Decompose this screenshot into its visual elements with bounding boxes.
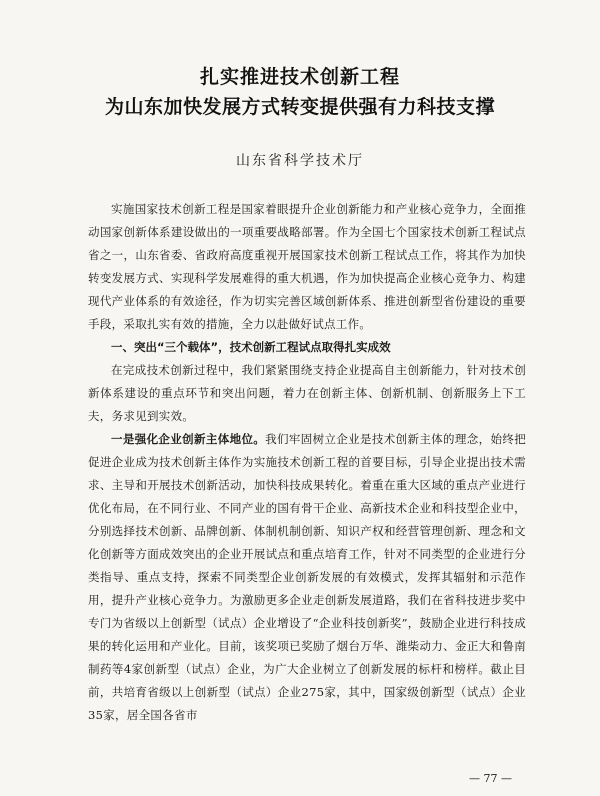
- author: 山东省科学技术厅: [236, 153, 364, 169]
- paragraph-3-text: 我们牢固树立企业是技术创新主体的理念，始终把促进企业成为技术创新主体作为实施技术创新工程的首要目标，引导企业提出技术需求、主导和开展技术创新活动，加快科技成果转化。着重在重大区域的重点产业进行优化布局，在不同行业、不同产业的国有骨干企业、高新技术企业和科技型企业中，分别选择技术创新、品牌创新、体制机制创新、知识产权和经营管理创新、理念和文化创新等方面成效突出的企业开展试点和重点培育工作，针对不同类型的企业进行分类指导、重点支持，探索不同类型企业创新发展的有效模式，发挥其辐射和示范作用，提升产业核心竞争力。为激励更多企业走创新发展道路，我们在省科技进步奖中专门为省级以上创新型（试点）企业增设了“企业科技创新奖”，鼓励企业进行科技成果的转化运用和产业化。目前，该奖项已奖励了烟台万华、潍柴动力、金正大和鲁南制药等4家创新型（试点）企业，为广大企业树立了创新发展的标杆和榜样。截止目前，共培育省级以上创新型（试点）企业275家，其中，国家级创新型（试点）企业35家，居全国各省市: [88, 432, 526, 722]
- paragraph-3-lead: 一是强化企业创新主体地位。: [111, 432, 266, 446]
- body-text: [88, 198, 526, 727]
- paragraph-intro: 实施国家技术创新工程是国家着眼提升企业创新能力和产业核心竞争力，全面推动国家创新体系建设做出的一项重要战略部署。作为全国七个国家技术创新工程试点省之一，山东省委、省政府高度重视开展国家技术创新工程试点工作，将其作为加快转变发展方式、实现科学发展难得的重大机遇，作为加快提高企业核心竞争力、构建现代产业体系的有效途径，作为切实完善区域创新体系、推进创新型省份建设的重要手段，采取扎实有效的措施，全力以赴做好试点工作。: [88, 202, 526, 331]
- paragraph-2: 在完成技术创新过程中，我们紧紧围绕支持企业提高自主创新能力，针对技术创新体系建设的重点环节和突出问题，着力在创新主体、创新机制、创新服务上下工夫，务求见到实效。: [88, 363, 526, 423]
- title-line-1: 扎实推进技术创新工程: [199, 66, 400, 88]
- paragraph-3: [88, 428, 526, 727]
- page-number: — 77 —: [469, 772, 512, 785]
- section-heading-1: 一、突出“三个载体”，技术创新工程试点取得扎实成效: [111, 340, 391, 354]
- title-line-2: 为山东加快发展方式转变提供强有力科技支撑: [104, 96, 495, 118]
